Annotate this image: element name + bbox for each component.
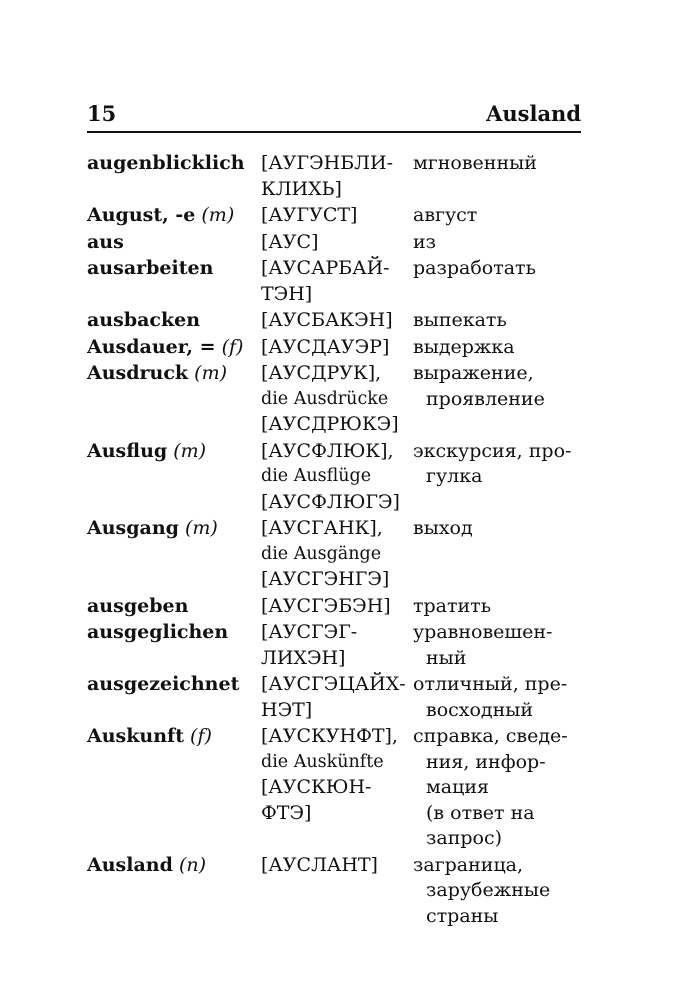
transcription-line: [АУСФЛЮГЭ] — [261, 490, 400, 513]
headword: ausgeglichen — [87, 621, 229, 643]
headword-cell — [87, 620, 261, 646]
transcription-cell — [261, 308, 413, 334]
header-rule — [87, 131, 581, 133]
transcription-line: ТЭН] — [261, 282, 313, 305]
translation-line: уравновешен- — [413, 621, 553, 643]
headword: augenblicklich — [87, 152, 245, 174]
headword: ausgeben — [87, 594, 189, 617]
translation-cell — [413, 203, 587, 229]
headword: ausbacken — [87, 309, 201, 331]
translation-line: гулка — [426, 465, 483, 487]
transcription-line: [АУС] — [261, 230, 319, 253]
page-number: 15 — [87, 101, 117, 126]
headword-cell — [87, 230, 261, 256]
transcription-cell — [261, 361, 413, 438]
transcription-line: die Ausdrücke — [261, 388, 389, 409]
translation-line: август — [413, 204, 478, 226]
transcription-cell — [261, 439, 413, 516]
entry-list — [87, 151, 587, 929]
translation-line: выдержка — [413, 335, 515, 358]
translation-line: разработать — [413, 257, 536, 279]
translation-line: ния, инфор- — [426, 750, 546, 773]
translation-cell — [413, 516, 587, 542]
transcription-cell — [261, 672, 413, 723]
gender-mark: (n) — [178, 853, 206, 876]
page-header — [87, 100, 581, 128]
transcription-line: КЛИХЬ] — [261, 177, 342, 200]
headword-cell — [87, 335, 261, 361]
transcription-cell — [261, 335, 413, 361]
translation-cell — [413, 853, 587, 930]
transcription-line: [АУСДАУЭР] — [261, 335, 390, 358]
headword: Ausgang — [87, 517, 179, 539]
transcription-cell — [261, 516, 413, 593]
translation-cell — [413, 724, 587, 852]
dictionary-entry — [87, 620, 587, 671]
headword: Ausland — [87, 853, 173, 876]
translation-line: проявление — [426, 387, 545, 410]
transcription-cell — [261, 724, 413, 826]
gender-mark: (m) — [173, 439, 207, 462]
translation-cell — [413, 335, 587, 361]
dictionary-entry — [87, 594, 587, 620]
headword: ausarbeiten — [87, 257, 214, 279]
transcription-cell — [261, 594, 413, 620]
gender-mark: (f) — [221, 335, 244, 358]
translation-line: мгновенный — [413, 152, 537, 174]
dictionary-entry — [87, 256, 587, 307]
translation-cell — [413, 620, 587, 671]
transcription-cell — [261, 256, 413, 307]
translation-cell — [413, 672, 587, 723]
translation-line: ный — [426, 646, 467, 669]
translation-line: выпекать — [413, 309, 507, 331]
translation-cell — [413, 594, 587, 620]
translation-line: экскурсия, про- — [413, 439, 572, 462]
translation-line: зарубежные — [426, 879, 551, 901]
transcription-line: [АУСБАКЭН] — [261, 309, 393, 331]
translation-cell — [413, 361, 587, 412]
translation-line: заграница, — [413, 853, 524, 876]
dictionary-entry — [87, 361, 587, 438]
transcription-line: die Ausgänge — [261, 543, 382, 564]
running-head: Ausland — [486, 101, 581, 126]
transcription-line: [АУСГАНК], — [261, 517, 383, 539]
dictionary-entry — [87, 203, 587, 229]
translation-line: запрос) — [426, 827, 503, 849]
translation-line: отличный, пре- — [413, 673, 568, 695]
dictionary-entry — [87, 308, 587, 334]
transcription-line: [АУСДРЮКЭ] — [261, 413, 399, 435]
transcription-line: НЭТ] — [261, 698, 313, 721]
dictionary-entry — [87, 151, 587, 202]
headword: August, -e — [87, 204, 196, 226]
translation-line: восходный — [426, 698, 534, 721]
translation-cell — [413, 256, 587, 282]
gender-mark: (m) — [201, 204, 235, 226]
transcription-line: [АУСКУНФТ], — [261, 725, 398, 747]
translation-cell — [413, 439, 587, 490]
headword-cell — [87, 151, 261, 177]
transcription-cell — [261, 230, 413, 256]
translation-line: выражение, — [413, 362, 534, 384]
headword-cell — [87, 203, 261, 229]
dictionary-entry — [87, 335, 587, 361]
dictionary-entry — [87, 516, 587, 593]
transcription-line: ЛИХЭН] — [261, 646, 346, 669]
transcription-cell — [261, 151, 413, 202]
translation-line: выход — [413, 517, 473, 539]
headword: Ausdruck — [87, 362, 189, 384]
translation-line: (в ответ на — [426, 801, 535, 824]
transcription-cell — [261, 853, 413, 879]
headword: Ausdauer, = — [87, 335, 216, 358]
dictionary-entry — [87, 853, 587, 930]
headword: Auskunft — [87, 725, 184, 747]
translation-cell — [413, 151, 587, 177]
translation-line: тратить — [413, 594, 492, 617]
gender-mark: (m) — [185, 517, 218, 539]
headword: Ausflug — [87, 439, 168, 462]
translation-line: справка, сведе- — [413, 725, 568, 747]
headword-cell — [87, 439, 261, 465]
headword-cell — [87, 516, 261, 542]
headword-cell — [87, 672, 261, 698]
dictionary-entry — [87, 724, 587, 852]
transcription-line: [АУСКЮН- — [261, 776, 372, 798]
headword-cell — [87, 594, 261, 620]
headword: aus — [87, 230, 124, 253]
translation-cell — [413, 308, 587, 334]
headword-cell — [87, 361, 261, 387]
headword-cell — [87, 853, 261, 879]
transcription-line: [АУСГЭГ- — [261, 621, 358, 643]
headword-cell — [87, 256, 261, 282]
headword-cell — [87, 308, 261, 334]
transcription-line: [АУСДРУК], — [261, 362, 382, 384]
dictionary-entry — [87, 439, 587, 516]
headword-cell — [87, 724, 261, 750]
translation-line: мация — [426, 776, 489, 798]
transcription-line: [АУСЛАНТ] — [261, 853, 378, 876]
transcription-line: [АУСГЭБЭН] — [261, 594, 391, 617]
translation-line: страны — [426, 904, 499, 927]
transcription-line: die Ausflüge — [261, 466, 372, 486]
transcription-line: die Auskünfte — [261, 751, 384, 772]
dictionary-entry — [87, 672, 587, 723]
transcription-line: [АУСФЛЮК], — [261, 439, 394, 462]
transcription-line: [АУСГЭЦАЙХ- — [261, 673, 406, 695]
translation-line: из — [413, 230, 437, 253]
transcription-line: [АУГЭНБЛИ- — [261, 152, 394, 174]
transcription-cell — [261, 203, 413, 229]
transcription-line: [АУСГЭНГЭ] — [261, 568, 390, 590]
headword: ausgezeichnet — [87, 673, 240, 695]
translation-cell — [413, 230, 587, 256]
transcription-cell — [261, 620, 413, 671]
dictionary-entry — [87, 230, 587, 256]
transcription-line: ФТЭ] — [261, 801, 312, 824]
gender-mark: (f) — [190, 725, 212, 747]
gender-mark: (m) — [194, 362, 227, 384]
transcription-line: [АУГУСТ] — [261, 204, 358, 226]
transcription-line: [АУСАРБАЙ- — [261, 257, 390, 279]
